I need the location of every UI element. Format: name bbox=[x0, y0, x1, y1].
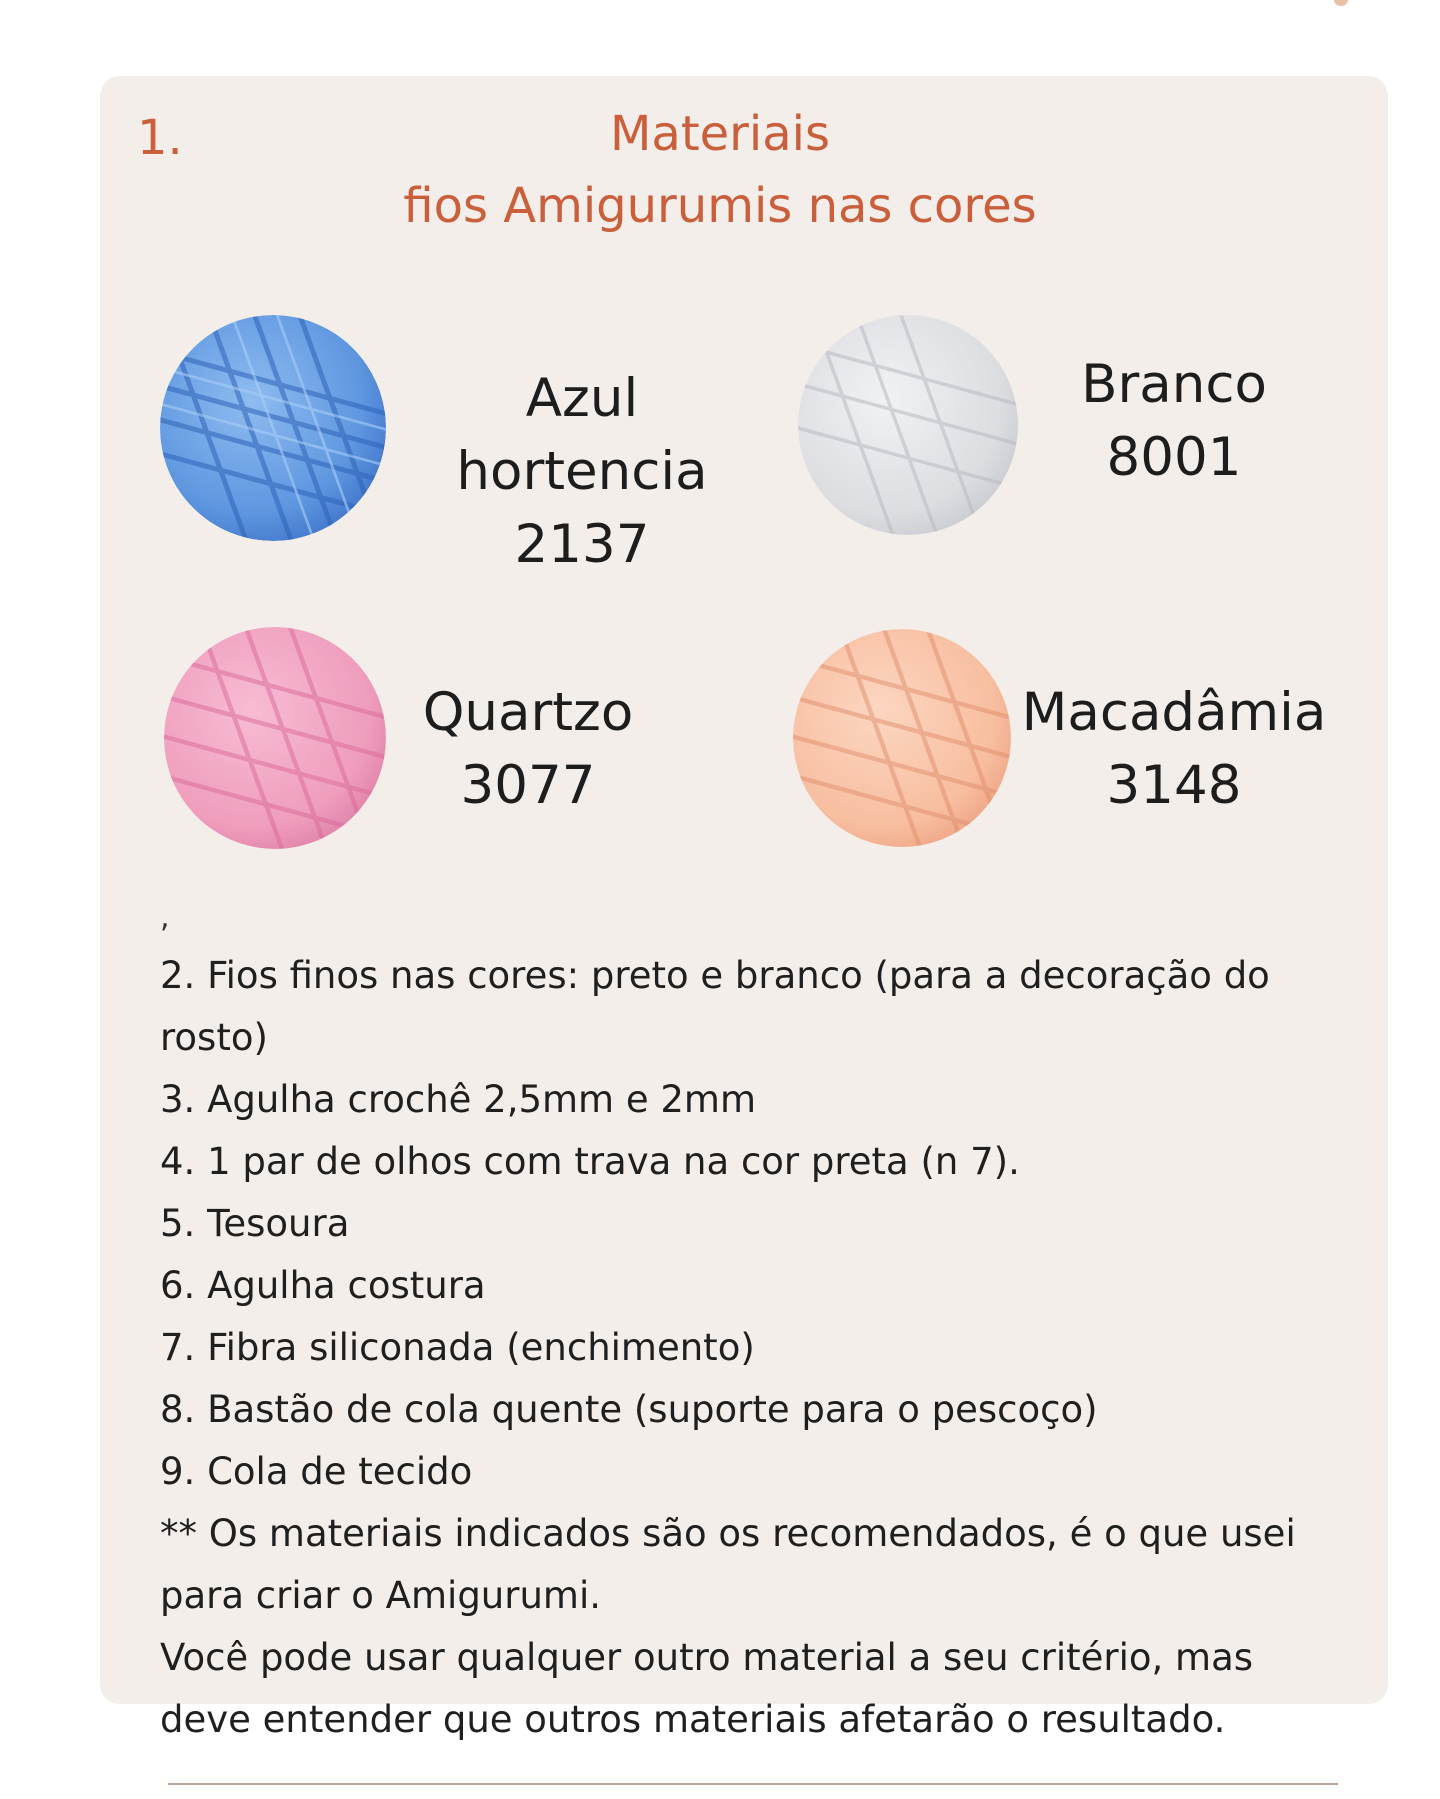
yarn-ball-azul-hortencia-image bbox=[160, 315, 386, 541]
yarn-label-azul-hortencia bbox=[402, 362, 762, 581]
list-item: 2. Fios finos nas cores: preto e branco (para a decoração do rosto) bbox=[160, 954, 1270, 1059]
yarn-label-macadamia bbox=[994, 676, 1354, 822]
list-item: 4. 1 par de olhos com trava na cor preta (n 7). bbox=[160, 1140, 1020, 1183]
yarn-code: 3077 bbox=[460, 755, 596, 816]
section-divider bbox=[168, 1783, 1338, 1785]
materials-list bbox=[160, 945, 1340, 1751]
note-disclaimer: Você pode usar qualquer outro material a seu critério, mas deve entender que outros materiais afetarão o resultado. bbox=[160, 1636, 1254, 1741]
list-item: 7. Fibra siliconada (enchimento) bbox=[160, 1326, 755, 1369]
yarn-name: Quartzo bbox=[422, 682, 634, 743]
list-item: 6. Agulha costura bbox=[160, 1264, 486, 1307]
stray-comma: , bbox=[160, 900, 170, 935]
yarn-code: 3148 bbox=[1106, 755, 1242, 816]
list-item: 5. Tesoura bbox=[160, 1202, 350, 1245]
section-subtitle: fios Amigurumis nas cores bbox=[403, 178, 1037, 234]
yarn-code: 8001 bbox=[1106, 427, 1242, 488]
yarn-ball-macadamia-image bbox=[793, 629, 1011, 847]
note-recommended: ** Os materiais indicados são os recomendados, é o que usei para criar o Amigurumi. bbox=[160, 1512, 1296, 1617]
yarn-label-quartzo bbox=[348, 676, 708, 822]
yarn-name: Branco bbox=[1081, 354, 1267, 415]
yarn-label-branco bbox=[994, 348, 1354, 494]
yarn-name: Azul hortencia bbox=[456, 368, 708, 502]
section-number: 1. bbox=[137, 110, 183, 166]
yarn-code: 2137 bbox=[514, 514, 650, 575]
list-item: 3. Agulha crochê 2,5mm e 2mm bbox=[160, 1078, 757, 1121]
list-item: 9. Cola de tecido bbox=[160, 1450, 473, 1493]
list-item: 8. Bastão de cola quente (suporte para o pescoço) bbox=[160, 1388, 1098, 1431]
yarn-ball-branco-image bbox=[798, 315, 1018, 535]
corner-decoration bbox=[1334, 0, 1348, 6]
yarn-name: Macadâmia bbox=[1021, 682, 1327, 743]
section-title: Materiais bbox=[609, 106, 830, 162]
